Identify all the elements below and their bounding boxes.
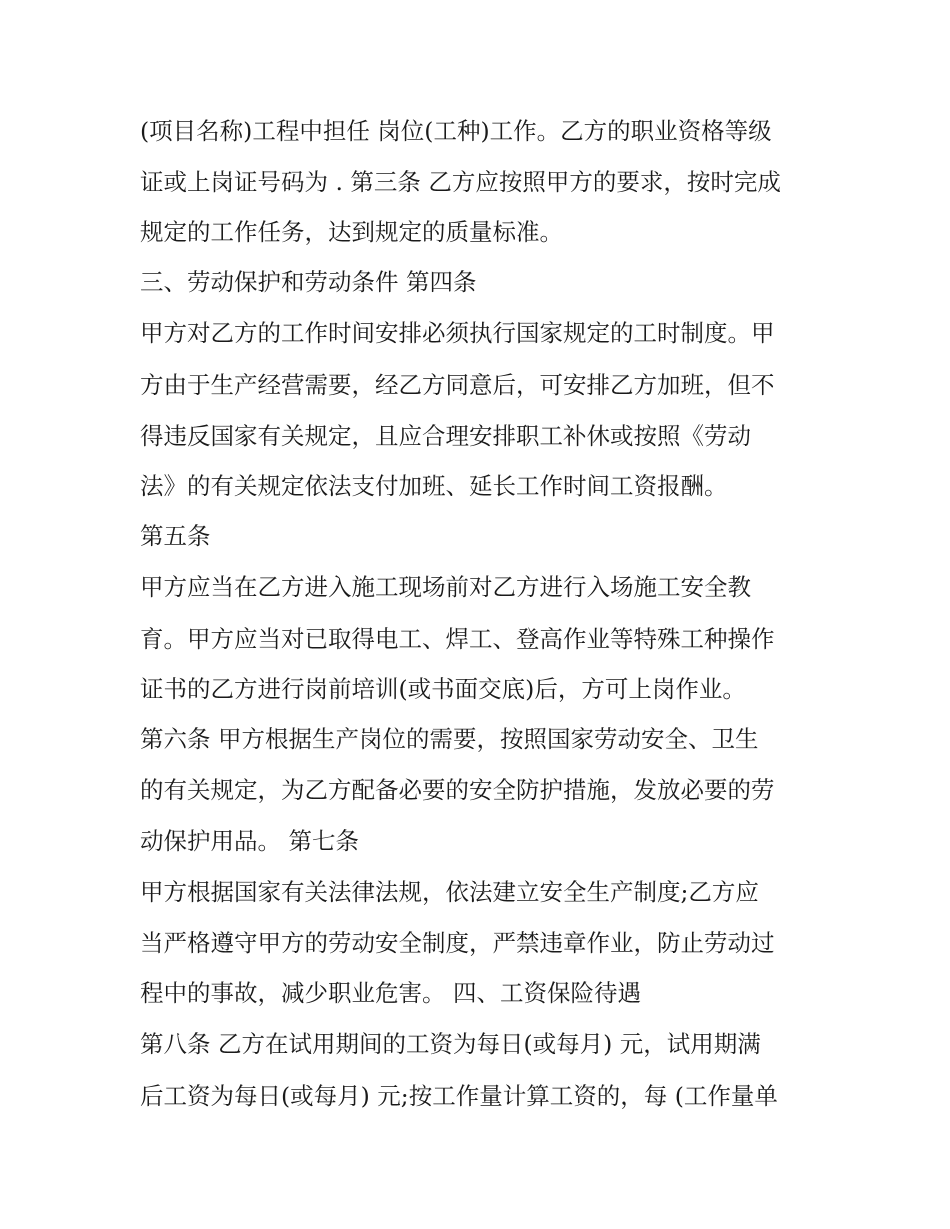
text-line: 规定的工作任务，达到规定的质量标准。 xyxy=(140,218,563,246)
text-line: 证或上岗证号码为 . 第三条 乙方应按照甲方的要求，按时完成 xyxy=(140,168,781,196)
text-line: 得违反国家有关规定，且应合理安排职工补休或按照《劳动 xyxy=(140,422,751,450)
section-heading: 三、劳动保护和劳动条件 第四条 xyxy=(140,268,477,296)
article-heading: 第五条 xyxy=(140,522,211,550)
text-line: 第六条 甲方根据生产岗位的需要，按照国家劳动安全、卫生 xyxy=(140,725,759,753)
text-line: 甲方应当在乙方进入施工现场前对乙方进行入场施工安全教 xyxy=(140,573,751,601)
text-line: 法》的有关规定依法支付加班、延长工作时间工资报酬。 xyxy=(140,472,728,500)
text-line: 的有关规定，为乙方配备必要的安全防护措施，发放必要的劳 xyxy=(140,776,775,804)
text-line: 证书的乙方进行岗前培训(或书面交底)后，方可上岗作业。 xyxy=(140,675,746,703)
text-line: 后工资为每日(或每月) 元;按工作量计算工资的，每 (工作量单 xyxy=(140,1082,778,1110)
text-line: 程中的事故，减少职业危害。 四、工资保险待遇 xyxy=(140,979,641,1007)
text-line: 第八条 乙方在试用期间的工资为每日(或每月) 元，试用期满 xyxy=(140,1030,761,1058)
text-line: 方由于生产经营需要，经乙方同意后，可安排乙方加班，但不 xyxy=(140,371,775,399)
text-line: 甲方对乙方的工作时间安排必须执行国家规定的工时制度。甲 xyxy=(140,319,775,347)
text-line: 动保护用品。 第七条 xyxy=(140,827,359,855)
text-line: (项目名称)工程中担任 岗位(工种)工作。乙方的职业资格等级 xyxy=(140,117,772,145)
text-line: 甲方根据国家有关法律法规，依法建立安全生产制度;乙方应 xyxy=(140,878,759,906)
text-line: 育。甲方应当对已取得电工、焊工、登高作业等特殊工种操作 xyxy=(140,625,775,653)
text-line: 当严格遵守甲方的劳动安全制度，严禁违章作业，防止劳动过 xyxy=(140,929,775,957)
